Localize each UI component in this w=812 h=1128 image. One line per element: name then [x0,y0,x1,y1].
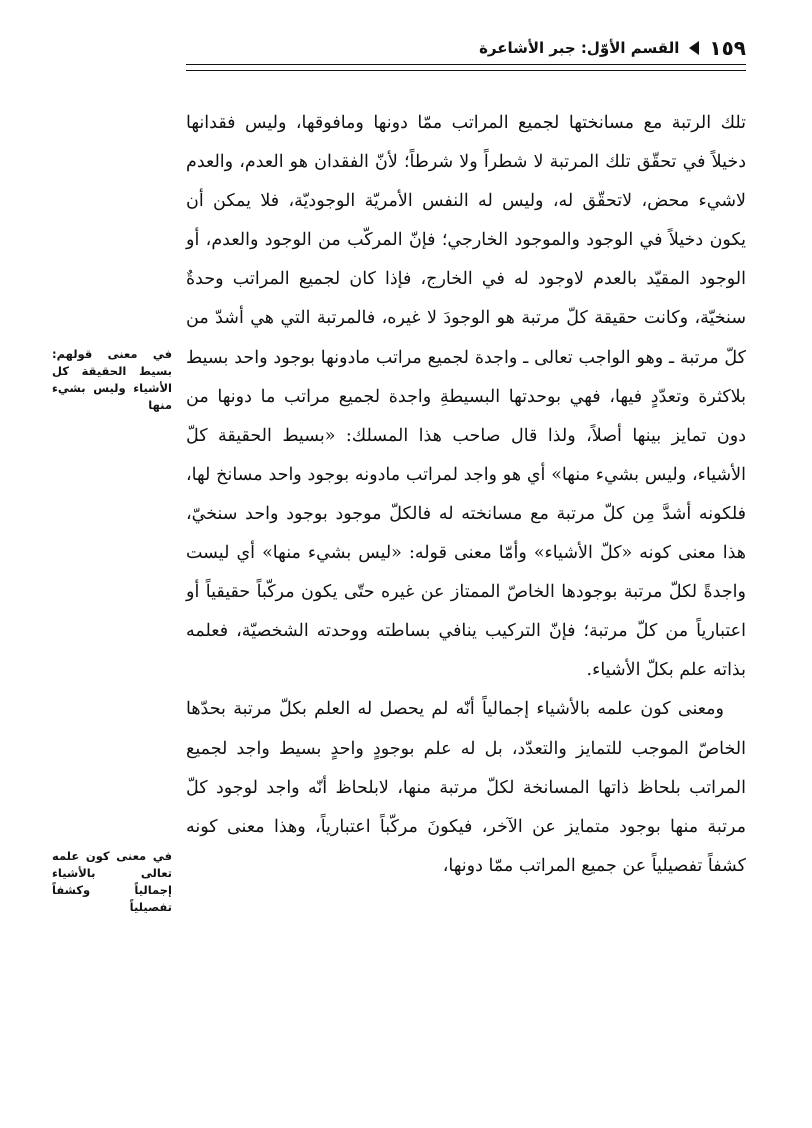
margin-note: في معنى كون علمه تعالى بالأشياء إجمالياً وكشفاً تفصيلياً [52,849,172,914]
paragraph: تلك الرتبة مع مسانختها لجميع المراتب ممّا دونها ومافوقها، وليس فقدانها دخيلاً في تحقّق تلك المرتبة لا شطراً ولا شرطاً؛ لأنّ الفقدان هو العدم، والعدم لاشيء محض، لاتحقّق له، وليس له النفس الأمريّة الوجوديّة، فلا يمكن أن يكون دخيلاً في الوجود والموجود الخارجي؛ فإنّ المركّب من الوجود والعدم، أو الوجود المقيّد بالعدم لاوجود له في الخارج، فإذا كان لجميع المراتب وحدةٌ سنخيّة، وكانت حقيقة كلّ مرتبة هو الوجودَ لا غيره، فالمرتبة التي هي أشدّ من كلّ مرتبة ـ وهو الواجب تعالى ـ واجدة لجميع مراتب مادونها بوجود واحد بسيط بلاكثرة وتعدّدٍ فيها، فهي بوحدتها البسيطةِ واجدة لجميع مراتب ما دونها من دون تمايز بينها أصلاً، ولذا قال صاحب هذا المسلك: «بسيط الحقيقة كلّ الأشياء، وليس بشيء منها» أي هو واجد لمراتب مادونه بوجود واحد مسانخ لها، فلكونه أشدَّ مِن كلّ مرتبة مع مسانخته له فالكلّ موجود بوجود واحد سنخيّ، هذا معنى كونه «كلّ الأشياء» وأمّا معنى قوله: «ليس بشيء منها» أي ليست واجدةً لكلّ مرتبة بوجودها الخاصّ الممتاز عن غيره حتّى يكون مركّباً حقيقياً أو اعتبارياً من كلّ مرتبة؛ فإنّ التركيب ينافي بساطته ووحدته الشخصيّة، فعلمه بذاته علم بكلّ الأشياء. [186,113,746,681]
arrow-left-icon [689,41,699,55]
header-rule-thin [186,70,746,71]
body-text [186,104,746,886]
header-rule [186,64,746,65]
margin-note: في معنى قولهم: بسيط الحقيقة كل الأشياء وليس بشيء منها [52,347,172,412]
chapter-title: القسم الأوّل: جبر الأشاعرة [479,39,680,57]
page-number: ١٥٩ [709,36,746,60]
running-header [186,30,746,66]
paragraph: ومعنى كون علمه بالأشياء إجمالياً أنّه لم يحصل له العلم بكلّ مرتبة بحدّها الخاصّ الموجب للتمايز والتعدّد، بل له علم بوجودٍ واحدٍ بسيط واجد لجميع المراتب بلحاظ ذاتها المسانخة لكلّ مرتبة منها، لابلحاظ أنّه واجد لوجود كلّ مرتبة منها بوجود متمايز عن الآخر، فيكونَ مركّباً اعتبارياً، وهذا معنى كونه كشفاً تفصيلياً عن جميع المراتب ممّا دونها، [186,699,746,876]
